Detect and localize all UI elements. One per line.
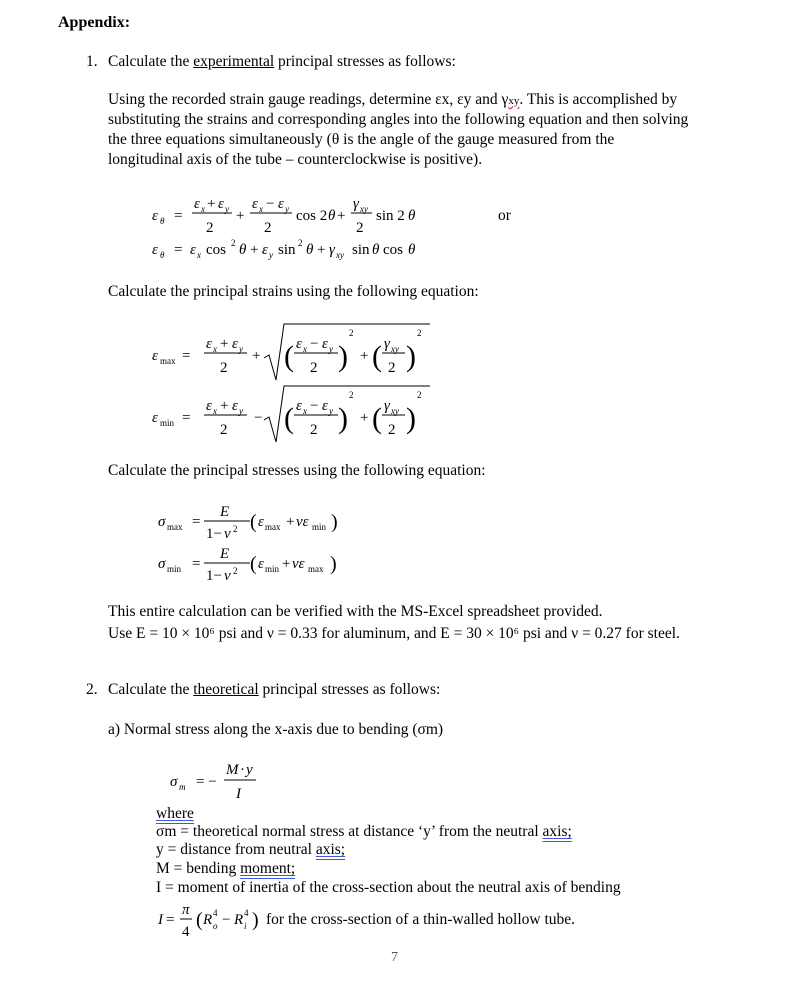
svg-text:+: + — [337, 208, 346, 224]
svg-text:max: max — [265, 522, 281, 532]
svg-text:(: ( — [372, 402, 382, 435]
svg-text:ε: ε — [218, 196, 224, 212]
svg-text:ε: ε — [322, 398, 328, 414]
svg-text:(: ( — [284, 402, 294, 435]
svg-text:i: i — [244, 921, 247, 931]
section2-intro-pre: Calculate the — [108, 681, 194, 698]
page-number: 7 — [391, 950, 398, 965]
svg-text:R: R — [234, 912, 244, 928]
svg-text:ε: ε — [278, 196, 284, 212]
or-label: or — [498, 207, 511, 224]
svg-text:ε: ε — [296, 398, 302, 414]
svg-text:o: o — [213, 921, 218, 931]
svg-text:θ: θ — [328, 208, 336, 224]
svg-text:): ) — [330, 553, 337, 575]
svg-text:1−: 1− — [206, 526, 222, 542]
def-sigma-m-text: σm = theoretical normal stress at distance ‘y’ from the neutral — [156, 823, 543, 840]
svg-text:+: + — [220, 398, 229, 414]
svg-text:ν: ν — [224, 526, 231, 542]
def-i: I = moment of inertia of the cross-section about the neutral axis of bending — [156, 879, 621, 896]
def-sigma-m-axis: axis; — [542, 823, 572, 840]
svg-text:2: 2 — [298, 238, 303, 248]
svg-text:): ) — [252, 909, 259, 931]
svg-text:): ) — [338, 402, 348, 435]
para-line1-post: . This is accomplished by — [519, 91, 678, 108]
svg-text:y: y — [269, 250, 273, 260]
svg-text:2: 2 — [310, 360, 318, 376]
svg-text:θ: θ — [408, 208, 416, 224]
svg-text:sin: sin — [278, 242, 296, 258]
svg-text:M: M — [226, 762, 239, 778]
svg-text:y: y — [329, 344, 333, 354]
svg-text:ν: ν — [224, 568, 231, 584]
principal-stresses-text: Calculate the principal stresses using the following equation: — [108, 462, 486, 479]
svg-text:cos: cos — [383, 242, 403, 258]
svg-text:min: min — [312, 522, 327, 532]
svg-text:y: y — [285, 204, 289, 214]
section1-intro — [108, 52, 456, 72]
principal-strains-equations — [150, 318, 440, 448]
svg-text:ε: ε — [232, 398, 238, 414]
svg-text:x: x — [303, 344, 307, 354]
svg-text:x: x — [213, 344, 217, 354]
principal-strains-text: Calculate the principal strains using the following equation: — [108, 283, 479, 300]
svg-text:−: − — [310, 398, 319, 414]
svg-text:cos: cos — [206, 242, 226, 258]
section1-intro-underlined: experimental — [193, 53, 275, 70]
svg-text:+: + — [220, 336, 229, 352]
def-y-axis: axis; — [315, 841, 346, 858]
svg-text:+: + — [282, 556, 291, 572]
svg-text:2: 2 — [231, 238, 236, 248]
svg-text:2: 2 — [388, 360, 396, 376]
section1-para-line2: substituting the strains and corresponding angles into the following equation and then solving — [108, 111, 689, 128]
svg-text:π: π — [182, 902, 190, 918]
svg-text:σ: σ — [158, 556, 166, 572]
svg-text:1−: 1− — [206, 568, 222, 584]
section1-para-line3: the three equations simultaneously (θ is the angle of the gauge measured from the — [108, 131, 615, 148]
section1-para-line1 — [108, 90, 677, 111]
svg-text:xy: xy — [391, 344, 399, 354]
section1-intro-post: principal stresses as follows: — [274, 53, 456, 70]
svg-text:min: min — [265, 564, 280, 574]
where-label: where — [156, 805, 194, 822]
appendix-heading: Appendix: — [58, 14, 131, 31]
svg-text:2: 2 — [206, 220, 214, 236]
section2-intro-underlined: theoretical — [193, 681, 259, 698]
svg-text:(: ( — [284, 340, 294, 373]
svg-text:cos 2: cos 2 — [296, 208, 328, 224]
svg-text:+: + — [360, 348, 369, 364]
svg-text:=: = — [182, 410, 191, 426]
material-constants-text: Use E = 10 × 10⁶ psi and ν = 0.33 for aluminum, and E = 30 × 10⁶ psi and ν = 0.27 for steel. — [108, 625, 680, 642]
svg-text:·: · — [240, 762, 245, 778]
svg-text:+: + — [317, 242, 326, 258]
svg-text:xy: xy — [391, 406, 399, 416]
svg-text:max: max — [167, 522, 183, 532]
svg-text:xy: xy — [360, 204, 368, 214]
svg-text:4: 4 — [213, 908, 218, 918]
svg-text:ε: ε — [262, 242, 268, 258]
svg-text:(: ( — [372, 340, 382, 373]
svg-text:θ: θ — [160, 216, 165, 226]
svg-text:ε: ε — [152, 242, 158, 258]
def-m — [156, 859, 295, 879]
svg-text:x: x — [201, 204, 205, 214]
svg-text:2: 2 — [233, 524, 238, 534]
svg-text:): ) — [406, 340, 416, 373]
principal-stresses-equations — [150, 496, 370, 590]
svg-text:2: 2 — [417, 390, 422, 400]
svg-text:θ: θ — [306, 242, 314, 258]
svg-text:σ: σ — [158, 514, 166, 530]
svg-text:−: − — [254, 410, 263, 426]
svg-text:2: 2 — [264, 220, 272, 236]
svg-text:+: + — [250, 242, 259, 258]
svg-text:x: x — [303, 406, 307, 416]
svg-text:+: + — [252, 348, 261, 364]
svg-text:ε: ε — [152, 348, 158, 364]
svg-text:sin 2: sin 2 — [376, 208, 405, 224]
svg-text:): ) — [406, 402, 416, 435]
svg-text:θ: θ — [239, 242, 247, 258]
svg-text:σ: σ — [170, 774, 178, 790]
svg-text:=: = — [182, 348, 191, 364]
svg-text:4: 4 — [244, 908, 249, 918]
svg-text:+: + — [360, 410, 369, 426]
section2-intro-post: principal stresses as follows: — [258, 681, 441, 698]
svg-text:max: max — [160, 356, 176, 366]
svg-text:min: min — [167, 564, 182, 574]
svg-text:=: = — [192, 514, 201, 530]
svg-text:θ: θ — [160, 250, 165, 260]
svg-text:−: − — [310, 336, 319, 352]
svg-text:2: 2 — [349, 328, 354, 338]
svg-text:4: 4 — [182, 924, 190, 940]
svg-text:−: − — [266, 196, 275, 212]
def-m-moment: moment; — [240, 860, 296, 877]
svg-text:(: ( — [250, 553, 257, 575]
section1-intro-pre: Calculate the — [108, 53, 194, 70]
svg-text:E: E — [220, 504, 230, 520]
svg-text:+: + — [236, 208, 245, 224]
para-line1-xy: xy — [508, 95, 520, 107]
def-y — [156, 840, 345, 860]
item-a-normal-stress: a) Normal stress along the x-axis due to bending (σm) — [108, 721, 444, 738]
svg-text:2: 2 — [417, 328, 422, 338]
svg-text:y: y — [225, 204, 229, 214]
svg-text:max: max — [308, 564, 324, 574]
strain-transformation-equations — [150, 188, 470, 266]
svg-text:2: 2 — [233, 566, 238, 576]
tube-text: for the cross-section of a thin-walled hollow tube. — [266, 911, 576, 928]
svg-text:ε: ε — [258, 556, 264, 572]
svg-text:θ: θ — [408, 242, 416, 258]
svg-text:=: = — [166, 912, 175, 928]
svg-text:γ: γ — [384, 336, 390, 352]
svg-text:): ) — [338, 340, 348, 373]
section2-number: 2. — [86, 681, 98, 698]
svg-text:y: y — [246, 762, 253, 778]
svg-text:ε: ε — [258, 514, 264, 530]
svg-text:ε: ε — [152, 410, 158, 426]
svg-text:I: I — [236, 786, 241, 802]
svg-text:(: ( — [250, 511, 257, 533]
svg-text:γ: γ — [329, 242, 335, 258]
moment-of-inertia-equation — [156, 898, 266, 944]
svg-text:ε: ε — [232, 336, 238, 352]
svg-text:y: y — [239, 406, 243, 416]
svg-text:ε: ε — [152, 208, 158, 224]
svg-text:2: 2 — [349, 390, 354, 400]
svg-text:ε: ε — [194, 196, 200, 212]
para-line1-pre: Using the recorded strain gauge readings, determine εx, εy and γ — [108, 91, 509, 108]
section1-number: 1. — [86, 53, 98, 70]
svg-text:ε: ε — [206, 398, 212, 414]
svg-text:I: I — [158, 912, 163, 928]
svg-text:E: E — [220, 546, 230, 562]
svg-text:+: + — [207, 196, 216, 212]
section2-intro — [108, 680, 440, 700]
svg-text:=: = — [174, 242, 183, 258]
svg-text:γ: γ — [384, 398, 390, 414]
svg-text:x: x — [259, 204, 263, 214]
svg-text:R: R — [203, 912, 213, 928]
svg-text:): ) — [331, 511, 338, 533]
svg-text:ε: ε — [252, 196, 258, 212]
verify-text: This entire calculation can be verified with the MS-Excel spreadsheet provided. — [108, 603, 603, 620]
section1-para-line4: longitudinal axis of the tube – counterclockwise is positive). — [108, 151, 483, 168]
svg-text:ε: ε — [206, 336, 212, 352]
svg-text:y: y — [329, 406, 333, 416]
svg-text:−: − — [222, 912, 231, 928]
svg-text:θ: θ — [372, 242, 380, 258]
svg-text:2: 2 — [388, 422, 396, 438]
def-sigma-m — [156, 822, 572, 842]
svg-text:xy: xy — [336, 250, 344, 260]
svg-text:ε: ε — [296, 336, 302, 352]
svg-text:=: = — [174, 208, 183, 224]
svg-text:2: 2 — [310, 422, 318, 438]
svg-text:νε: νε — [292, 556, 305, 572]
svg-text:+: + — [286, 514, 295, 530]
svg-text:x: x — [197, 250, 201, 260]
svg-text:2: 2 — [220, 360, 228, 376]
svg-text:ε: ε — [322, 336, 328, 352]
svg-text:=: = — [192, 556, 201, 572]
def-y-text: y = distance from neutral — [156, 841, 316, 858]
bending-stress-equation — [168, 758, 268, 806]
svg-text:sin: sin — [352, 242, 370, 258]
svg-text:νε: νε — [296, 514, 309, 530]
svg-text:m: m — [179, 782, 186, 792]
svg-text:γ: γ — [353, 196, 359, 212]
def-m-text: M = bending — [156, 860, 241, 877]
svg-text:2: 2 — [356, 220, 364, 236]
svg-text:x: x — [213, 406, 217, 416]
svg-text:min: min — [160, 418, 175, 428]
svg-text:= −: = − — [196, 774, 217, 790]
svg-text:2: 2 — [220, 422, 228, 438]
svg-text:(: ( — [196, 909, 203, 931]
svg-text:ε: ε — [190, 242, 196, 258]
svg-text:y: y — [239, 344, 243, 354]
